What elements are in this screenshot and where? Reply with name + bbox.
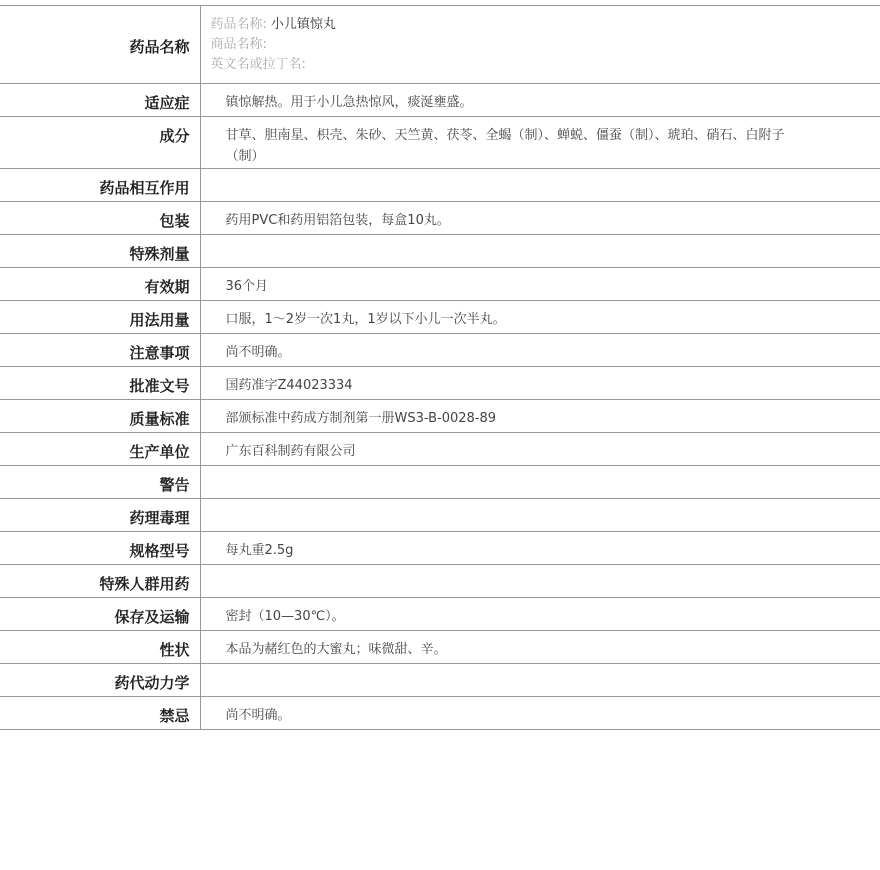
table-row (0, 202, 880, 235)
table-row (0, 367, 880, 400)
row-value-specification: 每丸重2.5g (200, 532, 880, 565)
names-cell (200, 6, 880, 84)
row-label-drug-name: 药品名称 (0, 6, 200, 84)
row-value-contraindications: 尚不明确。 (200, 697, 880, 730)
drug-name-key: 药品名称: (210, 17, 267, 32)
row-value-dosage: 口服，1～2岁一次1丸，1岁以下小儿一次半丸。 (200, 301, 880, 334)
row-value-special-dosage (200, 235, 880, 268)
row-label-storage: 保存及运输 (0, 598, 200, 631)
drug-name-line (211, 15, 791, 35)
row-value-pharmacology-toxicology (200, 499, 880, 532)
row-value-interactions (200, 169, 880, 202)
table-row (0, 84, 880, 117)
row-value-packaging: 药用PVC和药用铝箔包装，每盒10丸。 (200, 202, 880, 235)
row-label-shelf-life: 有效期 (0, 268, 200, 301)
row-label-quality-standard: 质量标准 (0, 400, 200, 433)
row-label-approval-number: 批准文号 (0, 367, 200, 400)
table-row (0, 631, 880, 664)
latin-name-key: 英文名或拉丁名: (210, 57, 306, 72)
row-label-ingredients: 成分 (0, 117, 200, 169)
row-value-pharmacokinetics (200, 664, 880, 697)
table-row (0, 532, 880, 565)
row-value-ingredients: 甘草、胆南星、枳壳、朱砂、天竺黄、茯苓、全蝎（制）、蝉蜕、僵蚕（制）、琥珀、硝石、白附子（制） (200, 117, 880, 169)
row-value-manufacturer: 广东百科制药有限公司 (200, 433, 880, 466)
table-row (0, 268, 880, 301)
row-value-indications: 镇惊解热。用于小儿急热惊风，痰涎壅盛。 (200, 84, 880, 117)
row-value-precautions: 尚不明确。 (200, 334, 880, 367)
table-row (0, 400, 880, 433)
row-label-indications: 适应症 (0, 84, 200, 117)
row-label-specification: 规格型号 (0, 532, 200, 565)
row-label-pharmacokinetics: 药代动力学 (0, 664, 200, 697)
table-row (0, 466, 880, 499)
row-value-description: 本品为赭红色的大蜜丸；味微甜、辛。 (200, 631, 880, 664)
table-row (0, 565, 880, 598)
table-row (0, 169, 880, 202)
row-label-dosage: 用法用量 (0, 301, 200, 334)
drug-name-value: 小儿镇惊丸 (270, 17, 336, 32)
table-row (0, 235, 880, 268)
row-value-warning (200, 466, 880, 499)
row-label-special-dosage: 特殊剂量 (0, 235, 200, 268)
row-label-packaging: 包装 (0, 202, 200, 235)
table-row (0, 598, 880, 631)
latin-name-line (211, 55, 791, 75)
row-label-interactions: 药品相互作用 (0, 169, 200, 202)
row-value-special-populations (200, 565, 880, 598)
table-row (0, 433, 880, 466)
row-value-shelf-life: 36个月 (200, 268, 880, 301)
row-label-manufacturer: 生产单位 (0, 433, 200, 466)
table-row (0, 6, 880, 84)
table-row (0, 301, 880, 334)
table-row (0, 499, 880, 532)
table-row (0, 697, 880, 730)
row-value-approval-number: 国药准字Z44023334 (200, 367, 880, 400)
row-label-warning: 警告 (0, 466, 200, 499)
trade-name-line (211, 35, 791, 55)
table-row (0, 664, 880, 697)
table-row (0, 117, 880, 169)
table-row (0, 334, 880, 367)
drug-spec-table (0, 5, 880, 730)
row-label-special-populations: 特殊人群用药 (0, 565, 200, 598)
row-label-description: 性状 (0, 631, 200, 664)
row-value-storage: 密封（10—30℃）。 (200, 598, 880, 631)
row-label-precautions: 注意事项 (0, 334, 200, 367)
row-label-contraindications: 禁忌 (0, 697, 200, 730)
trade-name-key: 商品名称: (210, 37, 267, 52)
row-value-quality-standard: 部颁标准中药成方制剂第一册WS3-B-0028-89 (200, 400, 880, 433)
row-label-pharmacology-toxicology: 药理毒理 (0, 499, 200, 532)
